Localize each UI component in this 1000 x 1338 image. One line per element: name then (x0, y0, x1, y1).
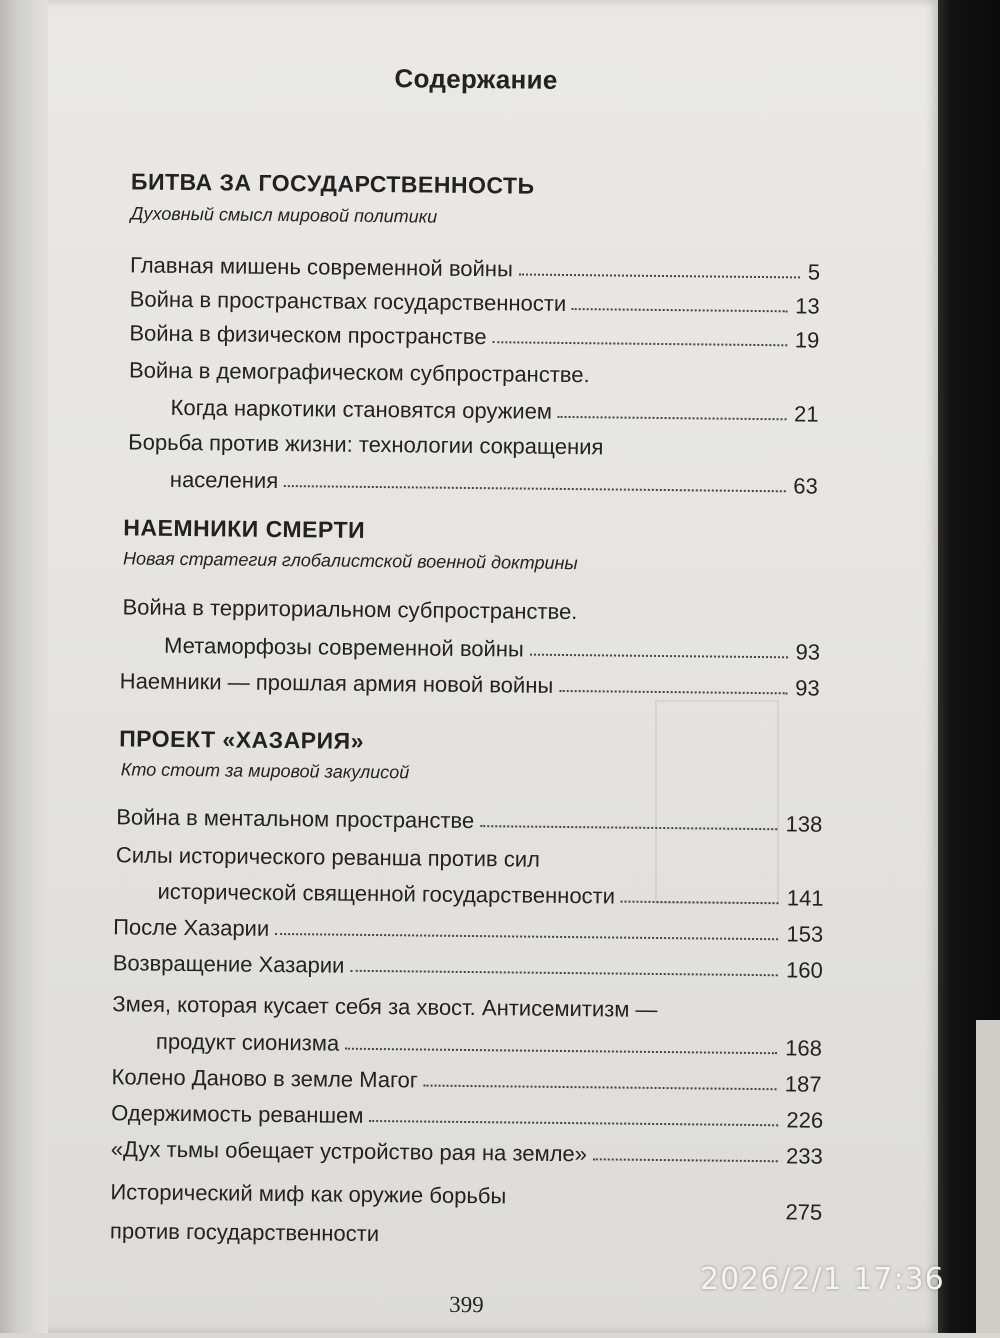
dot-leader (519, 273, 800, 278)
entry-title: Война в физическом пространстве (129, 320, 487, 350)
entry-page: 233 (785, 1143, 823, 1169)
section-heading: ПРОЕКТ «ХАЗАРИЯ» (119, 725, 365, 754)
entry-title[interactable]: Исторический миф как оружие борьбы (110, 1179, 507, 1209)
dot-leader (593, 1158, 778, 1162)
entry-title: Возвращение Хазарии (112, 950, 345, 978)
dot-leader (284, 485, 785, 492)
entry-title-cont: населения (169, 466, 279, 493)
entry-title: Война в ментальном пространстве (116, 804, 475, 834)
toc-entry[interactable] (111, 1056, 821, 1097)
entry-title: «Дух тьмы обещает устройство рая на земле» (110, 1136, 588, 1167)
entry-page: 138 (785, 811, 823, 837)
entry-page: 275 (785, 1199, 823, 1225)
section-subtitle: Кто стоит за мировой закулисой (120, 759, 410, 783)
toc-entry[interactable] (111, 1128, 823, 1169)
entry-page: 153 (786, 921, 824, 947)
section-subtitle: Духовный смысл мировой политики (130, 203, 438, 227)
toc-entry[interactable] (129, 312, 819, 353)
entry-page: 160 (785, 957, 823, 983)
entry-title[interactable]: Война в территориальном субпространстве. (122, 594, 578, 625)
entry-title: Война в пространствах государственности (129, 286, 567, 316)
toc-entry[interactable] (111, 1092, 823, 1133)
dot-leader (492, 341, 786, 346)
photo-timestamp: 2026/2/1 17:36 (700, 1262, 945, 1297)
entry-title-cont: Когда наркотики становятся оружием (170, 394, 553, 424)
entry-page: 93 (795, 639, 821, 665)
page-number: 399 (449, 1291, 484, 1318)
dot-leader (572, 308, 787, 312)
entry-page: 226 (786, 1107, 824, 1133)
dot-leader (369, 1120, 778, 1126)
dot-leader (480, 825, 777, 830)
entry-title-cont: продукт сионизма (155, 1028, 340, 1056)
background-surface (976, 1020, 1000, 1333)
toc-entry[interactable] (109, 1199, 823, 1251)
dot-leader (424, 1085, 777, 1091)
dot-leader (350, 970, 778, 976)
page-title: Содержание (394, 63, 558, 95)
entry-page: 21 (793, 401, 819, 427)
entry-title[interactable]: Силы исторического реванша против сил (115, 842, 541, 872)
entry-page: 19 (794, 327, 820, 353)
entry-title[interactable]: Змея, которая кусает себя за хвост. Антисемитизм — (112, 991, 658, 1022)
entry-title: Главная мишень современной войны (129, 252, 513, 282)
entry-title: После Хазарии (113, 914, 270, 941)
toc-entry[interactable] (164, 625, 820, 666)
toc-entry[interactable] (116, 796, 822, 837)
toc-entry[interactable] (170, 459, 818, 500)
entry-title-cont: против государственности (109, 1218, 380, 1247)
entry-title[interactable]: Война в демографическом субпространстве. (128, 357, 590, 388)
entry-title-cont: Метаморфозы современной войны (164, 632, 524, 662)
entry-page: 5 (807, 259, 821, 285)
entry-title-cont: исторической священной государственности (157, 878, 616, 909)
dot-leader (621, 901, 779, 905)
section-heading: БИТВА ЗА ГОСУДАРСТВЕННОСТЬ (130, 168, 535, 199)
entry-title: Наемники — прошлая армия новой войны (119, 668, 554, 698)
entry-page: 93 (795, 675, 820, 701)
dot-leader (345, 1048, 777, 1055)
toc-entry[interactable] (120, 660, 820, 701)
toc-entry[interactable] (113, 906, 823, 947)
section-heading: НАЕМНИКИ СМЕРТИ (123, 514, 366, 543)
dot-leader (530, 654, 788, 659)
toc-entry[interactable] (113, 942, 823, 983)
section-subtitle: Новая стратегия глобалистской военной доктрины (122, 548, 578, 574)
entry-title[interactable]: Борьба против жизни: технологии сокращения (128, 429, 604, 460)
dot-leader (559, 690, 787, 694)
toc-entry[interactable] (170, 387, 818, 428)
entry-page: 63 (793, 473, 818, 499)
dot-leader (385, 1238, 777, 1244)
entry-page: 187 (784, 1071, 822, 1097)
entry-page: 168 (785, 1035, 823, 1061)
toc-entry[interactable] (156, 1021, 822, 1062)
dot-leader (275, 933, 778, 940)
entry-title: Одержимость реваншем (111, 1100, 364, 1128)
entry-page: 13 (795, 293, 820, 319)
entry-title: Колено Даново в земле Магог (111, 1064, 418, 1093)
dot-leader (558, 416, 786, 420)
entry-page: 141 (786, 885, 824, 911)
toc-entry[interactable] (157, 871, 823, 912)
